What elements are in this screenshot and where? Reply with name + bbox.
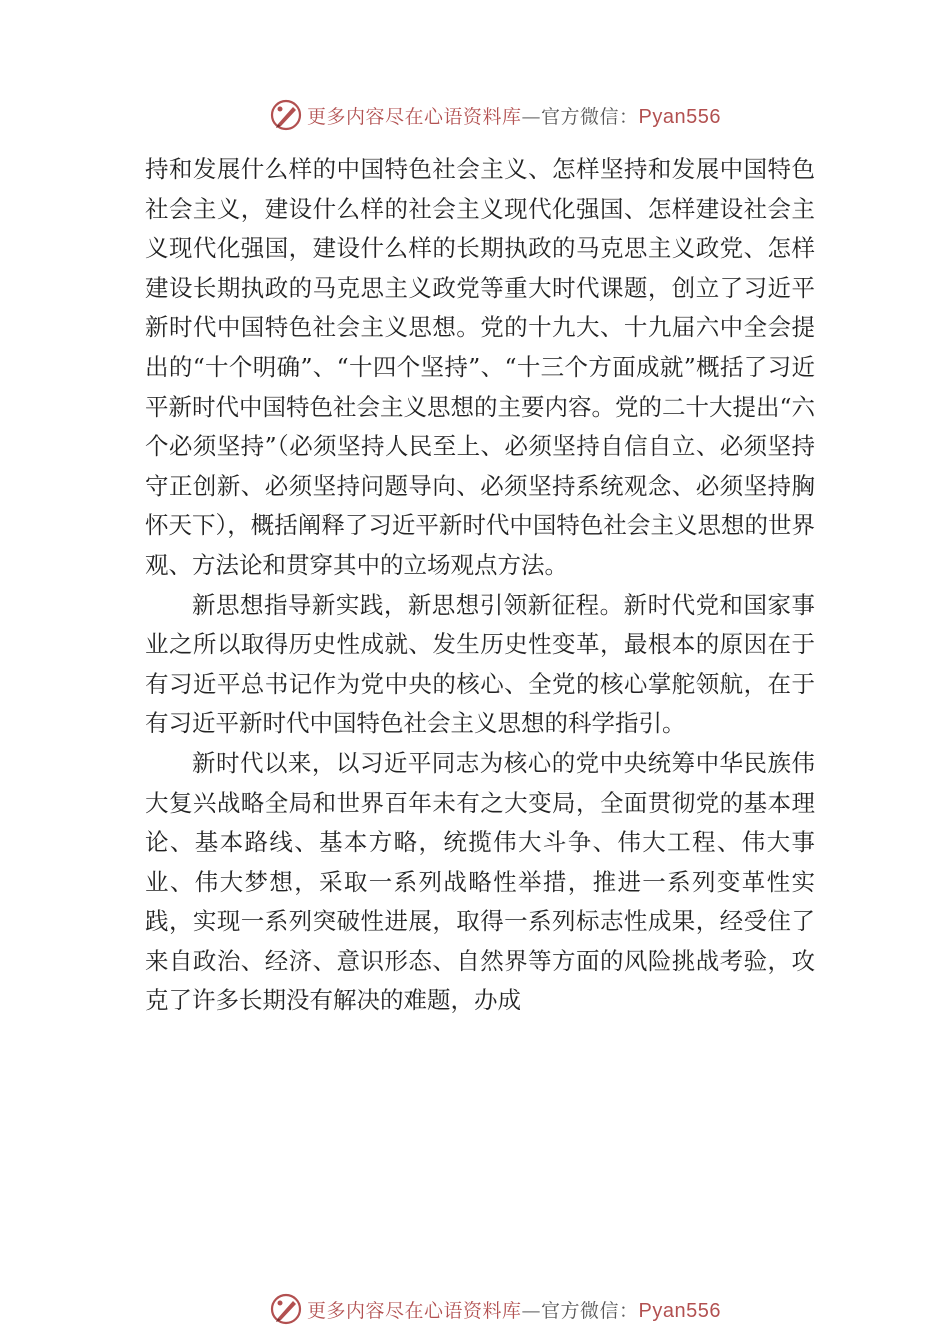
body-paragraph-3: 新时代以来，以习近平同志为核心的党中央统筹中华民族伟大复兴战略全局和世界百年未有之大变局，全面贯彻党的基本理论、基本路线、基本方略，统揽伟大斗争、伟大工程、伟大事业、伟大梦想，采取一系列战略性举措，推进一系列变革性实践，实现一系列突破性进展，取得一系列标志性成果，经受住了来自政治、经济、意识形态、自然界等方面的风险挑战考验，攻克了许多长期没有解决的难题，办成 — [145, 748, 815, 1015]
pen-logo-icon — [269, 98, 303, 132]
header-banner-content — [269, 98, 721, 132]
footer-wechat-label: 官方微信： — [541, 1299, 639, 1322]
footer-banner — [0, 1284, 950, 1334]
body-paragraph-2: 新思想指导新实践，新思想引领新征程。新时代党和国家事业之所以取得历史性成就、发生历史性变革，最根本的原因在于有习近平总书记作为党中央的核心、全党的核心掌舵领航，在于有习近平新时代中国特色社会主义思想的科学指引。 — [145, 590, 815, 738]
footer-wechat-id: Pyan556 — [638, 1299, 721, 1322]
footer-dash: — — [521, 1299, 542, 1322]
footer-promo-text: 更多内容尽在心语资料库 — [307, 1299, 522, 1322]
header-wechat-id: Pyan556 — [638, 105, 721, 128]
header-dash: — — [521, 105, 542, 128]
document-body — [145, 150, 815, 1021]
pen-logo-icon — [269, 1292, 303, 1326]
header-banner — [0, 90, 950, 140]
header-banner-text — [307, 102, 721, 129]
header-wechat-label: 官方微信： — [541, 105, 639, 128]
body-paragraph-1: 持和发展什么样的中国特色社会主义、怎样坚持和发展中国特色社会主义，建设什么样的社会主义现代化强国、怎样建设社会主义现代化强国，建设什么样的长期执政的马克思主义政党、怎样建设长期执政的马克思主义政党等重大时代课题，创立了习近平新时代中国特色社会主义思想。党的十九大、十九届六中全会提出的“十个明确”、“十四个坚持”、“十三个方面成就”概括了习近平新时代中国特色社会主义思想的主要内容。党的二十大提出“六个必须坚持”（必须坚持人民至上、必须坚持自信自立、必须坚持守正创新、必须坚持问题导向、必须坚持系统观念、必须坚持胸怀天下），概括阐释了习近平新时代中国特色社会主义思想的世界观、方法论和贯穿其中的立场观点方法。 — [145, 155, 816, 579]
footer-banner-content — [269, 1292, 721, 1326]
header-promo-text: 更多内容尽在心语资料库 — [307, 105, 522, 128]
footer-banner-text — [307, 1296, 721, 1323]
